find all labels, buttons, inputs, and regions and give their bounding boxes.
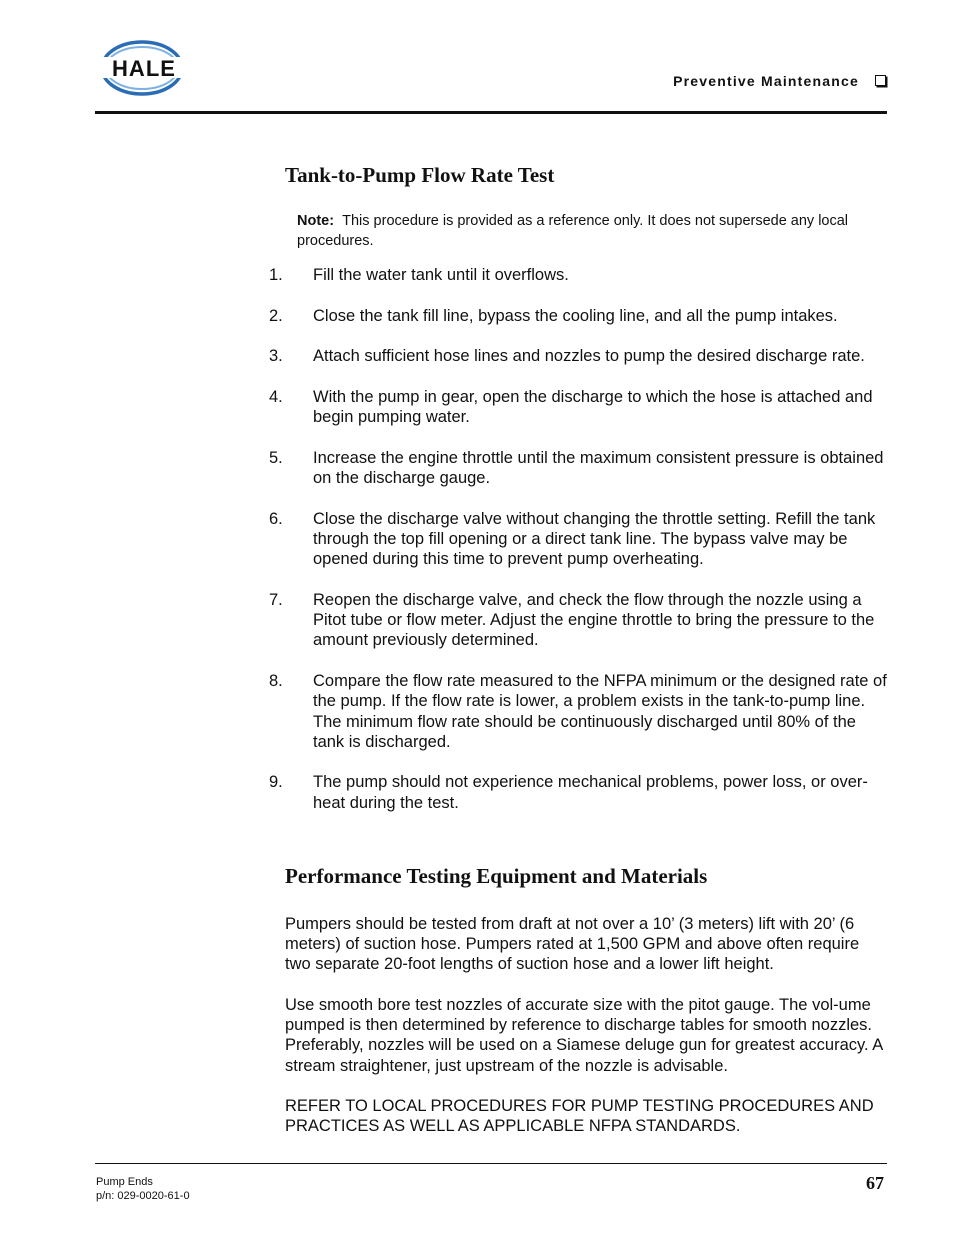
checkbox-square-icon — [875, 75, 886, 86]
step-text: Close the discharge valve without changing the throttle setting. Refill the tank through the top fill opening or a direct tank line. The bypass valve may be opened during this time to prevent pump overheating. — [313, 509, 876, 569]
list-item — [269, 772, 889, 813]
footer-doc-info — [96, 1175, 190, 1203]
step-text: The pump should not experience mechanical problems, power loss, or over-heat during the test. — [313, 773, 868, 812]
step-number: 2. — [269, 306, 283, 325]
step-text: Increase the engine throttle until the maximum consistent pressure is obtained on the discharge gauge. — [313, 448, 884, 487]
page-number: 67 — [866, 1173, 884, 1193]
note — [297, 212, 872, 251]
section-heading-equipment: Performance Testing Equipment and Materials — [285, 864, 708, 888]
step-number: 5. — [269, 448, 283, 467]
step-text: Close the tank fill line, bypass the cooling line, and all the pump intakes. — [313, 306, 838, 325]
step-text: Reopen the discharge valve, and check the flow through the nozzle using a Pitot tube or flow meter. Adjust the engine throttle to bring the pressure to the amount previously determined. — [313, 590, 875, 650]
note-label: Note: — [297, 213, 335, 229]
list-item — [269, 590, 889, 651]
step-number: 4. — [269, 387, 283, 406]
step-number: 6. — [269, 509, 283, 528]
procedure-steps — [269, 265, 889, 833]
footer-part-number: p/n: 029-0020-61-0 — [96, 1190, 190, 1202]
list-item — [269, 448, 889, 489]
list-item — [269, 387, 889, 428]
svg-text:HALE: HALE — [112, 56, 176, 81]
step-number: 7. — [269, 590, 283, 609]
step-number: 3. — [269, 347, 283, 366]
step-number: 8. — [269, 671, 283, 690]
step-text: Compare the flow rate measured to the NFPA minimum or the designed rate of the pump. If the flow rate is lower, a problem exists in the tank-to-pump line. The minimum flow rate should be continuously discharged until 80% of the tank is discharged. — [313, 671, 887, 751]
list-item — [269, 306, 889, 326]
footer-doc-title: Pump Ends — [96, 1176, 153, 1188]
paragraph-refer: REFER TO LOCAL PROCEDURES FOR PUMP TESTING PROCEDURES AND PRACTICES AS WELL AS APPLICABLE NFPA STANDARDS. — [285, 1097, 874, 1136]
header-divider — [95, 111, 887, 114]
list-item — [269, 346, 889, 366]
step-number: 1. — [269, 266, 283, 284]
paragraph-nozzles: Use smooth bore test nozzles of accurate size with the pitot gauge. The vol-ume pumped is then determined by reference to discharge tables for smooth nozzles. Preferably, nozzles will be used on a Siamese deluge gun for greatest accuracy. A stream straightener, just upstream of the nozzle is advisable. — [285, 996, 883, 1075]
step-text: Fill the water tank until it overflows. — [313, 266, 569, 284]
step-number: 9. — [269, 773, 283, 792]
list-item — [269, 509, 889, 570]
list-item — [269, 265, 889, 285]
hale-logo — [96, 36, 192, 100]
footer-divider — [95, 1163, 887, 1164]
list-item — [269, 671, 889, 752]
step-text: With the pump in gear, open the discharge to which the hose is attached and begin pumping water. — [313, 387, 873, 427]
step-text: Attach sufficient hose lines and nozzles to pump the desired discharge rate. — [313, 347, 865, 366]
note-text: This procedure is provided as a reference only. It does not supersede any local procedures. — [297, 213, 849, 249]
section-heading-flow-rate: Tank-to-Pump Flow Rate Test — [285, 163, 555, 187]
header-section-title: Preventive Maintenance — [673, 73, 886, 89]
paragraph-draft: Pumpers should be tested from draft at not over a 10’ (3 meters) lift with 20’ (6 meters) of suction hose. Pumpers rated at 1,500 GPM and above often require two separate 20-foot lengths of suction hose and a lower lift height. — [285, 915, 860, 974]
